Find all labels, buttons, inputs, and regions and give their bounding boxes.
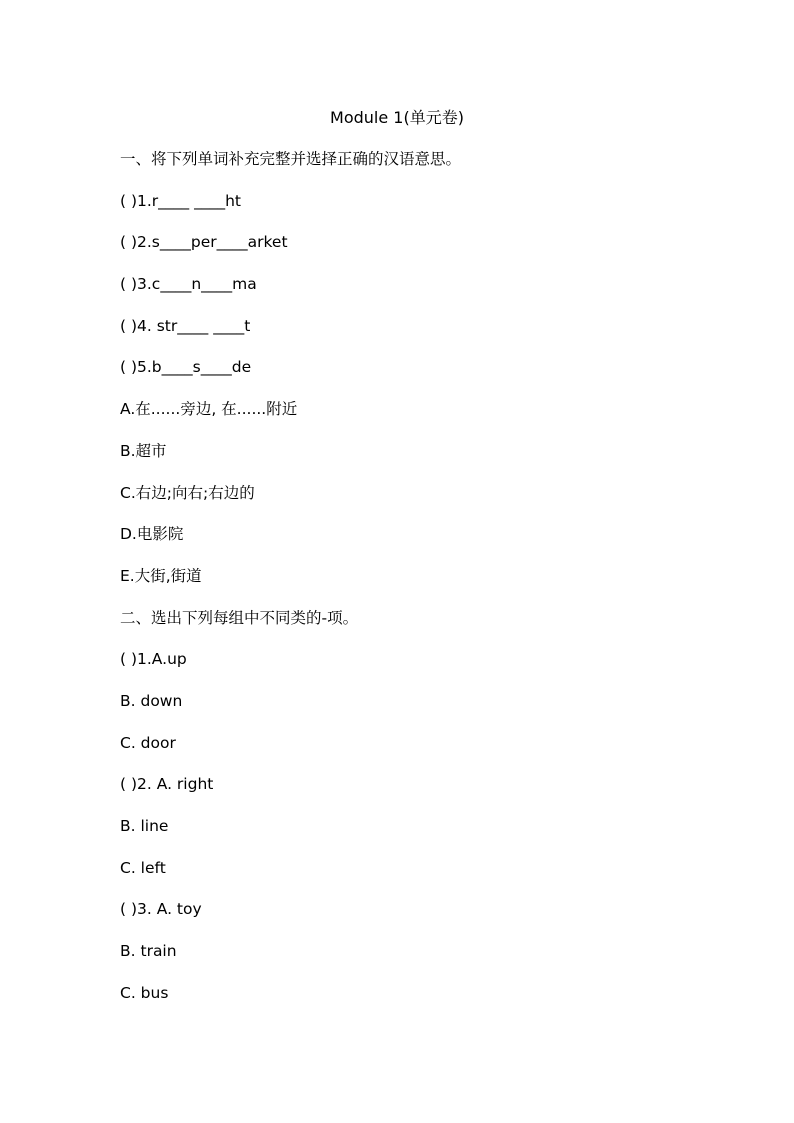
question-1-2: ( )2.s____per____arket bbox=[120, 233, 288, 252]
question-2-3-option-b: B. train bbox=[120, 942, 177, 961]
option-c: C.右边;向右;右边的 bbox=[120, 483, 255, 502]
question-2-1-option-b: B. down bbox=[120, 691, 183, 710]
question-1-3: ( )3.c____n____ma bbox=[120, 275, 257, 294]
section-2-heading: 二、选出下列每组中不同类的-项。 bbox=[120, 608, 359, 627]
question-2-2: ( )2. A. right bbox=[120, 775, 214, 794]
option-d: D.电影院 bbox=[120, 525, 184, 544]
question-2-2-option-b: B. line bbox=[120, 817, 169, 835]
worksheet-content bbox=[120, 147, 740, 1022]
question-2-1-option-c: C. door bbox=[120, 733, 176, 752]
page-title: Module 1(单元卷) bbox=[330, 108, 464, 127]
option-e: E.大街,街道 bbox=[120, 566, 202, 585]
section-1-heading: 一、将下列单词补充完整并选择正确的汉语意思。 bbox=[120, 150, 462, 168]
question-1-5: ( )5.b____s____de bbox=[120, 358, 252, 377]
question-1-4: ( )4. str____ ____t bbox=[120, 316, 251, 335]
question-1-1: ( )1.r____ ____ht bbox=[120, 191, 242, 210]
question-2-2-option-c: C. left bbox=[120, 858, 166, 877]
question-2-3-option-c: C. bus bbox=[120, 983, 169, 1002]
option-b: B.超市 bbox=[120, 441, 167, 460]
option-a: A.在......旁边, 在......附近 bbox=[120, 400, 298, 419]
question-2-3: ( )3. A. toy bbox=[120, 900, 202, 919]
question-2-1: ( )1.A.up bbox=[120, 650, 187, 669]
